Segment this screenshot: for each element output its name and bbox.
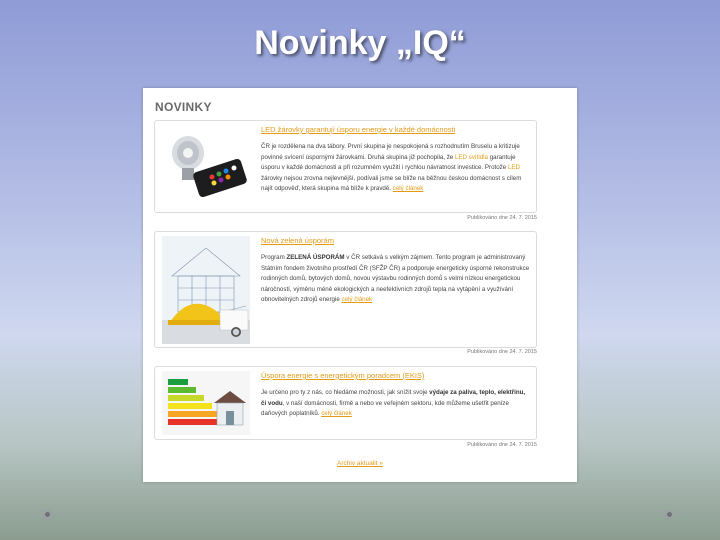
- bullet-dot-icon: [665, 510, 674, 519]
- news-title-led[interactable]: LED žárovky garantují úsporu energie v každé domácnosti: [261, 125, 456, 134]
- slide-title: Novinky „IQ“: [254, 24, 466, 62]
- read-more-link[interactable]: celý článek: [341, 296, 373, 303]
- news-card-green-savings: [154, 231, 537, 348]
- house-plan-hardhat-image[interactable]: [162, 236, 250, 344]
- news-heading: NOVINKY: [155, 100, 212, 114]
- bullet-dot-icon: [43, 510, 52, 519]
- published-date: Publikováno dne 24. 7. 2015: [467, 349, 537, 355]
- news-title-ekis[interactable]: Úspora energie s energetickým poradcem (EKIS): [261, 371, 425, 380]
- news-title-green-savings[interactable]: Nová zelená úsporám: [261, 236, 334, 245]
- news-text-ekis: Je určeno pro ty z nás, co hledáme možnosti, jak snížit svoje výdaje za paliva, teplo, elektřinu, či vodu, v naší domácnosti, firmě a nebo ve veřejném sektoru, kde můžeme ušetřit peníze daňových poplatníků. celý článek: [261, 389, 526, 417]
- read-more-link[interactable]: celý článek: [321, 410, 352, 417]
- news-text-green-savings: Program ZELENÁ ÚSPORÁM v ČR setkává s velkým zájmem. Tento program je administrovaný Státním fondem životního prostředí ČR (SFŽP ČR) a podporuje energeticky úsporné rekonstrukce rodinných domů, bytových domů, novou výstavbu rodinných domů s velmi nízkou energetickou náročností, výměnu méně ekologických a neefektivních zdrojů tepla na vytápění a využívání obnovitelných zdrojů energie celý článek: [261, 254, 530, 303]
- energy-label-house-image[interactable]: [162, 371, 250, 435]
- news-panel: [143, 88, 577, 482]
- news-card-ekis: [154, 366, 537, 440]
- led-bulb-image[interactable]: [162, 131, 250, 201]
- published-date: Publikováno dne 24. 7. 2015: [467, 442, 537, 448]
- read-more-link[interactable]: celý článek: [392, 185, 424, 192]
- news-text-led: ČR je rozdělena na dva tábory. První skupina je nespokojená s rozhodnutím Bruselu a kritizuje povinné svícení úspornými žárovkami. Druhá skupina již pochopila, že LED svítidla garantuje úsporu v každé domácnosti a při rozumném využití i rychlou návratnost investice. Protože LED žárovky nejsou zrovna nejlevnější, podívali jsme se blíže na běžnou českou domácnost s cílem najít odpověď, která skupina má blíže k pravdě. celý článek: [261, 143, 522, 192]
- published-date: Publikováno dne 24. 7. 2015: [467, 215, 537, 221]
- news-card-led: [154, 120, 537, 213]
- archive-link[interactable]: Archiv aktualit »: [337, 460, 383, 467]
